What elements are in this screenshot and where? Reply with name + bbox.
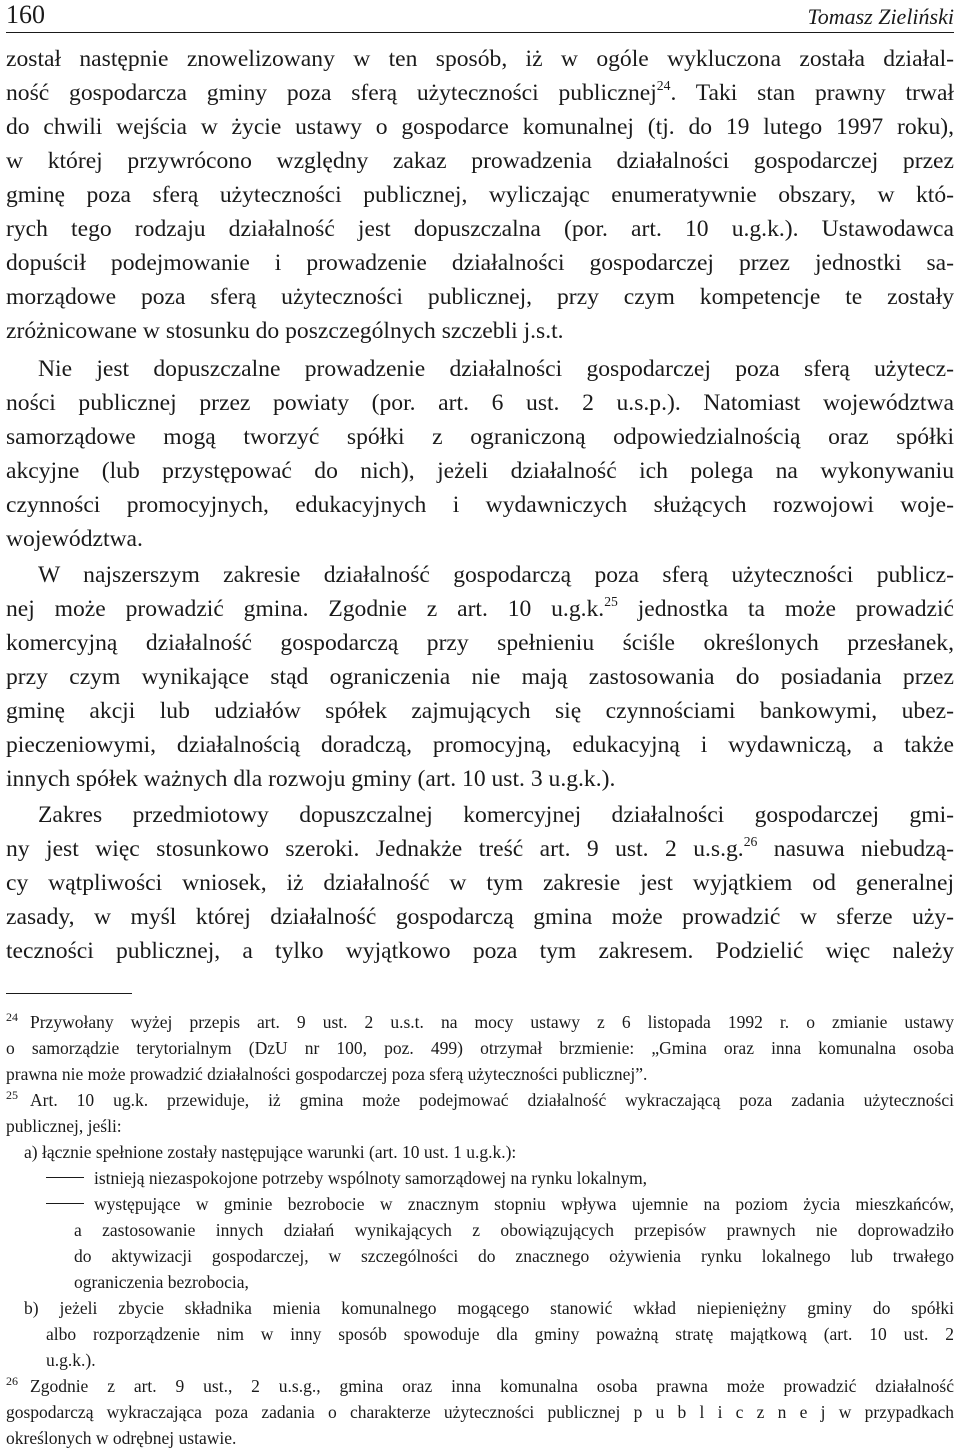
footnote-line: ograniczenia bezrobocia,	[74, 1272, 249, 1292]
body-line: zróżnicowane w stosunku do poszczególnych szczebli j.s.t.	[6, 318, 564, 344]
body-line: województwa.	[6, 526, 143, 552]
footnote-line: b) jeżeli zbycie składnika mienia komunalnego mogącego stanowić wkład niepieniężny gminy do spółki	[24, 1298, 954, 1318]
body-line: dopuścił podejmowanie i prowadzenie działalności gospodarczej przez jednostki sa-	[6, 250, 954, 276]
body-line: Nie jest dopuszczalne prowadzenie działalności gospodarczej poza sferą użytecz-	[38, 356, 954, 382]
footnote-line: prawna nie może prowadzić działalności gospodarczej poza sferą użyteczności publicznej”.	[6, 1064, 648, 1084]
body-line: został następnie znowelizowany w ten sposób, iż w ogóle wykluczona została działal-	[6, 46, 954, 72]
footnote-line: gospodarczą wykraczająca poza zadania o charakterze użyteczności publicznej p u b l i c z n e j w przypadkach	[6, 1402, 954, 1422]
em-dash	[46, 1203, 84, 1204]
body-line-text: jednostka ta może prowadzić	[617, 596, 954, 622]
page-number: 160	[6, 0, 45, 29]
footnote-line	[46, 1166, 954, 1190]
footnote-line: a) łącznie spełnione zostały następujące warunki (art. 10 ust. 1 u.g.k.):	[24, 1142, 517, 1162]
body-line: czynności promocyjnych, edukacyjnych i wydawniczych służących rozwojowi woje-	[6, 492, 954, 518]
body-line-text: nej może prowadzić gmina. Zgodnie z art. 10 u.g.k.	[6, 596, 605, 622]
body-line: rych tego rodzaju działalność jest dopuszczalna (por. art. 10 u.g.k.). Ustawodawca	[6, 216, 954, 242]
body-line: ności publicznej przez powiaty (por. art. 6 ust. 2 u.s.p.). Natomiast województwa	[6, 390, 954, 416]
body-line-text: ny jest więc stosunkowo szeroki. Jednakże treść art. 9 ust. 2 u.s.g.	[6, 836, 744, 862]
footnote-number: 25	[6, 1088, 18, 1102]
footnote-number: 24	[6, 1010, 18, 1024]
body-line: pieczeniowymi, działalnością doradczą, promocyjną, edukacyjną i wydawniczą, a także	[6, 732, 954, 758]
body-line: Zakres przedmiotowy dopuszczalnej komercyjnej działalności gospodarczej gmi-	[38, 802, 954, 828]
footnote-line: określonych w odrębnej ustawie.	[6, 1428, 237, 1448]
footnote-line: u.g.k.).	[46, 1350, 96, 1370]
footnote-line-text: istnieją niezaspokojone potrzeby wspólnoty samorządowej na rynku lokalnym,	[94, 1168, 648, 1188]
em-dash	[46, 1177, 84, 1178]
footnote-number: 26	[6, 1374, 18, 1388]
footnote-ref: 26	[743, 834, 758, 850]
body-line	[6, 832, 954, 866]
footnote-line: Art. 10 ug.k. przewiduje, iż gmina może podejmować działalność wykraczającą poza zadania użyteczności	[30, 1090, 954, 1110]
header-rule	[6, 32, 954, 33]
footnote-line: Przywołany wyżej przepis art. 9 ust. 2 u.s.t. na mocy ustawy z 6 listopada 1992 r. o zmianie ustawy	[30, 1012, 954, 1032]
body-line-text: nasuwa niebudzą-	[757, 836, 954, 862]
body-line: zasady, w myśl której działalność gospodarczą gmina może prowadzić w sferze uży-	[6, 904, 954, 930]
footnote-line: albo rozporządzenie nim w inny sposób spowoduje dla gminy poważną stratę majątkową (art. 10 ust. 2	[46, 1324, 954, 1344]
body-line: w której przywrócono względny zakaz prowadzenia działalności gospodarczej przez	[6, 148, 954, 174]
body-line-text: ność gospodarcza gminy poza sferą użyteczności publicznej	[6, 80, 657, 106]
footnote-line	[46, 1192, 954, 1216]
body-line: teczności publicznej, a tylko wyjątkowo poza tym zakresem. Podzielić więc należy	[6, 938, 954, 964]
footnote-separator	[6, 993, 132, 994]
body-line: samorządowe mogą tworzyć spółki z ograniczoną odpowiedzialnością oraz spółki	[6, 424, 954, 450]
running-header-author: Tomasz Zieliński	[807, 4, 954, 29]
body-line: komercyjną działalność gospodarczą przy spełnieniu ściśle określonych przesłanek,	[6, 630, 954, 656]
footnote-ref: 25	[604, 594, 618, 610]
footnote-line: do aktywizacji gospodarczej, w szczególności do znacznego ożywienia rynku lokalnego lub trwałego	[74, 1246, 954, 1266]
body-line: gminę akcji lub udziałów spółek zajmujących się czynnościami bankowymi, ubez-	[6, 698, 954, 724]
footnote-line: publicznej, jeśli:	[6, 1116, 122, 1136]
body-line: przy czym wynikające stąd ograniczenia nie mają zastosowania do posiadania przez	[6, 664, 954, 690]
body-line	[6, 76, 954, 110]
body-line-text: . Taki stan prawny trwał	[670, 80, 954, 106]
body-line: morządowe poza sferą użyteczności publicznej, przy czym kompetencje te zostały	[6, 284, 954, 310]
footnote-line-text: występujące w gminie bezrobocie w znacznym stopniu wpływa ujemnie na poziom życia mieszkańców,	[94, 1194, 954, 1214]
footnote-line: o samorządzie terytorialnym (DzU nr 100, poz. 499) otrzymał brzmienie: „Gmina oraz inna komunalna osoba	[6, 1038, 954, 1058]
body-line: gminę poza sferą użyteczności publicznej, wyliczając enumeratywnie obszary, w któ-	[6, 182, 954, 208]
body-line	[6, 592, 954, 626]
body-line: akcyjne (lub przystępować do nich), jeżeli działalność ich polega na wykonywaniu	[6, 458, 954, 484]
body-line: W najszerszym zakresie działalność gospodarczą poza sferą użyteczności publicz-	[38, 562, 954, 588]
body-line: cy wątpliwości wniosek, iż działalność w tym zakresie jest wyjątkiem od generalnej	[6, 870, 954, 896]
body-line: do chwili wejścia w życie ustawy o gospodarce komunalnej (tj. do 19 lutego 1997 roku),	[6, 114, 954, 140]
footnote-line: Zgodnie z art. 9 ust., 2 u.s.g., gmina oraz inna komunalna osoba prawna może prowadzić działalność	[30, 1376, 954, 1396]
body-line: innych spółek ważnych dla rozwoju gminy (art. 10 ust. 3 u.g.k.).	[6, 766, 616, 792]
footnote-ref: 24	[656, 78, 671, 94]
footnote-line: a zastosowanie innych działań wynikających z obowiązujących przepisów prawnych nie doprowadziło	[74, 1220, 954, 1240]
